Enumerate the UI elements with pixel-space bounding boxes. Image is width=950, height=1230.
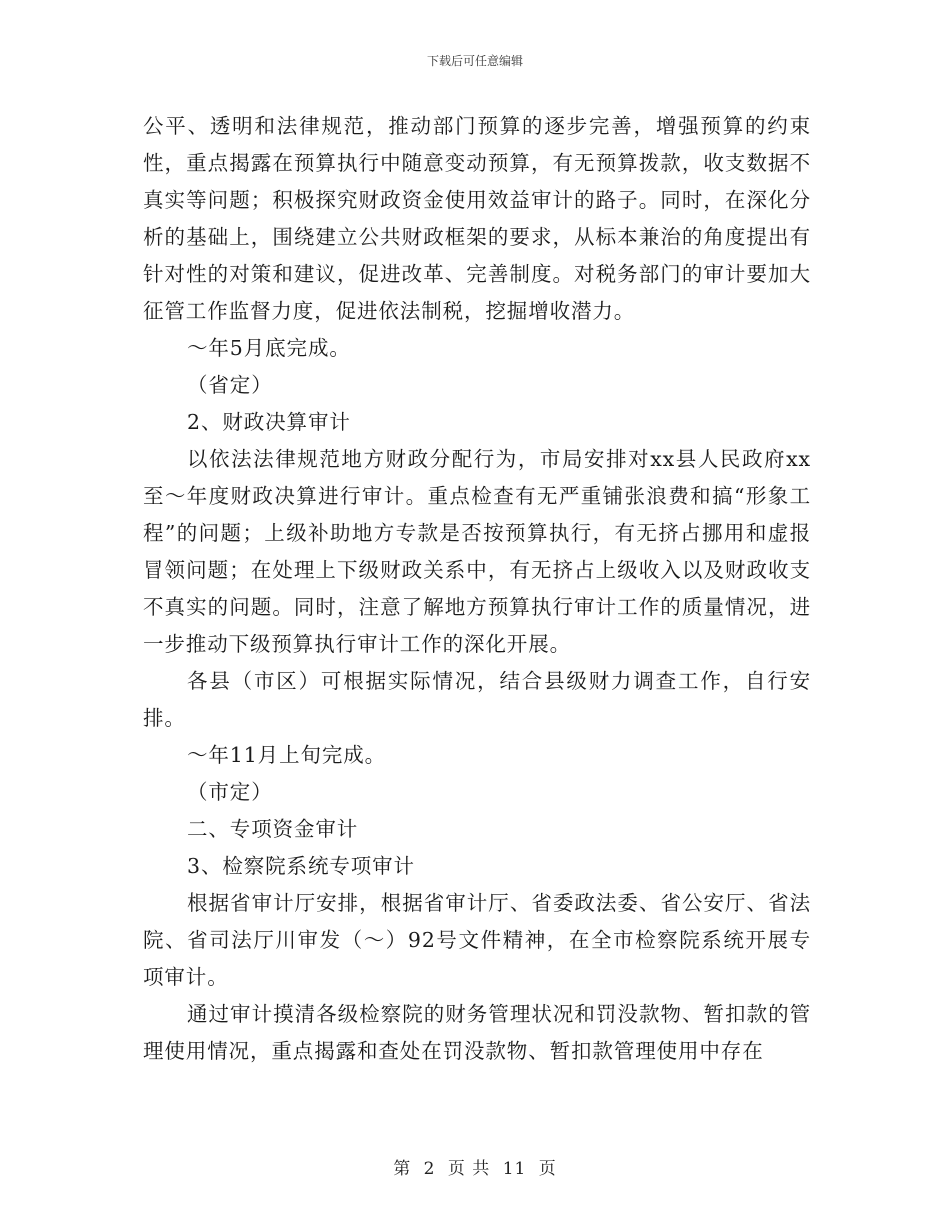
- page-label-suffix: 页: [538, 1159, 557, 1179]
- paragraph-2: ～年5月底完成。: [187, 336, 351, 360]
- total-pages-number: 11: [502, 1159, 527, 1179]
- page-label-prefix: 第: [393, 1159, 412, 1179]
- current-page-number: 2: [423, 1159, 436, 1179]
- paragraph-12: 通过审计摸清各级检察院的财务管理状况和罚没款物、暂扣款的管理使用情况，重点揭露和查处在罚没款物、暂扣款管理使用中存在: [143, 1002, 811, 1063]
- section-heading-special-funds-audit: 二、专项资金审计: [187, 817, 359, 841]
- paragraph-11: 根据省审计厅安排，根据省审计厅、省委政法委、省公安厅、省法院、省司法厅川审发（～）92号文件精神，在全市检察院系统开展专项审计。: [143, 891, 811, 989]
- page-number-footer: [0, 1154, 950, 1179]
- page-label-mid: 页 共: [447, 1159, 491, 1179]
- paragraph-1: 公平、透明和法律规范，推动部门预算的逐步完善，增强预算的约束性，重点揭露在预算执行中随意变动预算，有无预算拨款，收支数据不真实等问题；积极探究财政资金使用效益审计的路子。同时，在深化分析的基础上，围绕建立公共财政框架的要求，从标本兼治的角度提出有针对性的对策和建议，促进改革、完善制度。对税务部门的审计要加大征管工作监督力度，促进依法制税，挖掘增收潜力。: [143, 114, 811, 323]
- section-heading-fiscal-final-accounts-audit: 2、财政决算审计: [187, 410, 351, 434]
- section-heading-procuratorate-audit: 3、检察院系统专项审计: [187, 854, 415, 878]
- paragraph-7: ～年11月上旬完成。: [187, 743, 387, 767]
- document-body: [143, 108, 811, 1070]
- paragraph-6: 各县（市区）可根据实际情况，结合县级财力调查工作，自行安排。: [143, 669, 811, 730]
- paragraph-3: （省定）: [187, 373, 273, 397]
- page-header-note: 下载后可任意编辑: [426, 54, 523, 68]
- paragraph-8: （市定）: [187, 780, 273, 804]
- paragraph-5: 以依法法律规范地方财政分配行为，市局安排对xx县人民政府xx至～年度财政决算进行审计。重点检查有无严重铺张浪费和搞“形象工程”的问题；上级补助地方专款是否按预算执行，有无挤占挪用和虚报冒领问题；在处理上下级财政关系中，有无挤占上级收入以及财政收支不真实的问题。同时，注意了解地方预算执行审计工作的质量情况，进一步推动下级预算执行审计工作的深化开展。: [143, 447, 811, 656]
